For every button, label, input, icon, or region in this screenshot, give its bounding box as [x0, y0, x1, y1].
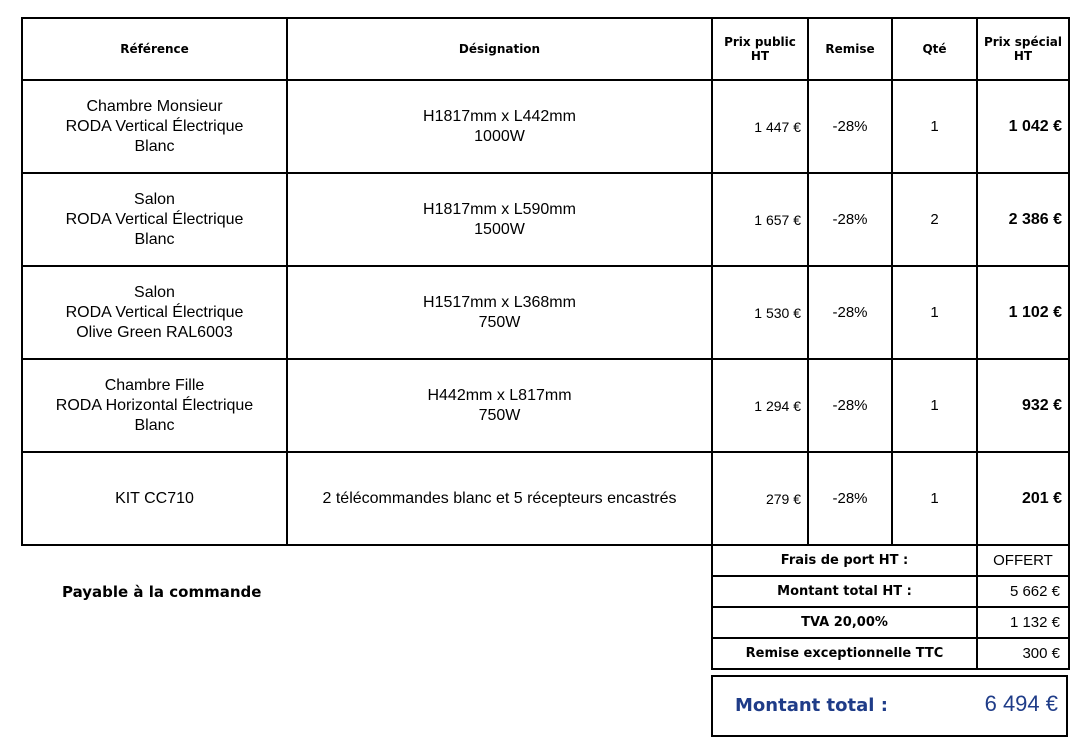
reference-line: KIT CC710 [115, 489, 194, 507]
reference-line: Chambre Monsieur [86, 97, 223, 115]
cell-reference [22, 80, 287, 173]
tva-label: TVA 20,00% [712, 607, 977, 638]
cell-designation [287, 173, 712, 266]
discount-label: Remise exceptionnelle TTC [712, 638, 977, 669]
cell-prix-public: 279 € [712, 452, 808, 545]
shipping-value: OFFERT [977, 545, 1069, 576]
totals-row-shipping [712, 545, 1069, 576]
designation-line: 2 télécommandes blanc et 5 récepteurs encastrés [322, 489, 677, 507]
header-remise: Remise [808, 18, 892, 80]
table-row [22, 359, 1069, 452]
cell-designation [287, 80, 712, 173]
header-reference: Référence [22, 18, 287, 80]
cell-prix-special: 932 € [977, 359, 1069, 452]
reference-line: Salon [134, 283, 175, 301]
table-row [22, 80, 1069, 173]
totals-row-subtotal [712, 576, 1069, 607]
cell-prix-public: 1 294 € [712, 359, 808, 452]
payment-note: Payable à la commande [62, 583, 262, 601]
discount-value: 300 € [977, 638, 1069, 669]
designation-line: H1817mm x L442mm [423, 107, 576, 125]
designation-line: H1517mm x L368mm [423, 293, 576, 311]
cell-prix-public: 1 657 € [712, 173, 808, 266]
totals-table [711, 544, 1070, 670]
cell-prix-public: 1 530 € [712, 266, 808, 359]
cell-reference [22, 359, 287, 452]
cell-remise: -28% [808, 359, 892, 452]
cell-prix-special: 1 042 € [977, 80, 1069, 173]
grand-total-label: Montant total : [735, 695, 888, 716]
quote-table [21, 17, 1070, 546]
header-prix-public: Prix public HT [712, 18, 808, 80]
cell-prix-special: 201 € [977, 452, 1069, 545]
grand-total-value: 6 494 € [984, 691, 1058, 716]
cell-designation [287, 452, 712, 545]
subtotal-label: Montant total HT : [712, 576, 977, 607]
header-prix-special: Prix spécial HT [977, 18, 1069, 80]
designation-line: H442mm x L817mm [427, 386, 572, 404]
totals-row-discount [712, 638, 1069, 669]
reference-line: RODA Vertical Électrique [65, 303, 244, 321]
designation-line: 750W [478, 406, 521, 424]
reference-line: Olive Green RAL6003 [76, 323, 233, 341]
cell-designation [287, 359, 712, 452]
cell-qte: 2 [892, 173, 977, 266]
table-row [22, 173, 1069, 266]
cell-remise: -28% [808, 266, 892, 359]
header-qte: Qté [892, 18, 977, 80]
grand-total-box [711, 675, 1068, 737]
cell-qte: 1 [892, 452, 977, 545]
cell-prix-special: 2 386 € [977, 173, 1069, 266]
designation-line: 1000W [474, 127, 525, 145]
reference-line: RODA Vertical Électrique [65, 117, 244, 135]
cell-qte: 1 [892, 80, 977, 173]
cell-remise: -28% [808, 80, 892, 173]
reference-line: Blanc [134, 230, 175, 248]
cell-designation [287, 266, 712, 359]
cell-prix-public: 1 447 € [712, 80, 808, 173]
subtotal-value: 5 662 € [977, 576, 1069, 607]
cell-qte: 1 [892, 266, 977, 359]
reference-line: RODA Horizontal Électrique [55, 396, 254, 414]
designation-line: 750W [478, 313, 521, 331]
table-row [22, 452, 1069, 545]
cell-reference [22, 266, 287, 359]
cell-qte: 1 [892, 359, 977, 452]
shipping-label: Frais de port HT : [712, 545, 977, 576]
cell-reference [22, 452, 287, 545]
header-designation: Désignation [287, 18, 712, 80]
totals-row-tva [712, 607, 1069, 638]
cell-reference [22, 173, 287, 266]
cell-remise: -28% [808, 173, 892, 266]
header-row [22, 18, 1069, 80]
cell-prix-special: 1 102 € [977, 266, 1069, 359]
reference-line: Chambre Fille [104, 376, 205, 394]
reference-line: Blanc [134, 416, 175, 434]
designation-line: 1500W [474, 220, 525, 238]
reference-line: RODA Vertical Électrique [65, 210, 244, 228]
designation-line: H1817mm x L590mm [423, 200, 576, 218]
tva-value: 1 132 € [977, 607, 1069, 638]
cell-remise: -28% [808, 452, 892, 545]
table-row [22, 266, 1069, 359]
reference-line: Salon [134, 190, 175, 208]
reference-line: Blanc [134, 137, 175, 155]
